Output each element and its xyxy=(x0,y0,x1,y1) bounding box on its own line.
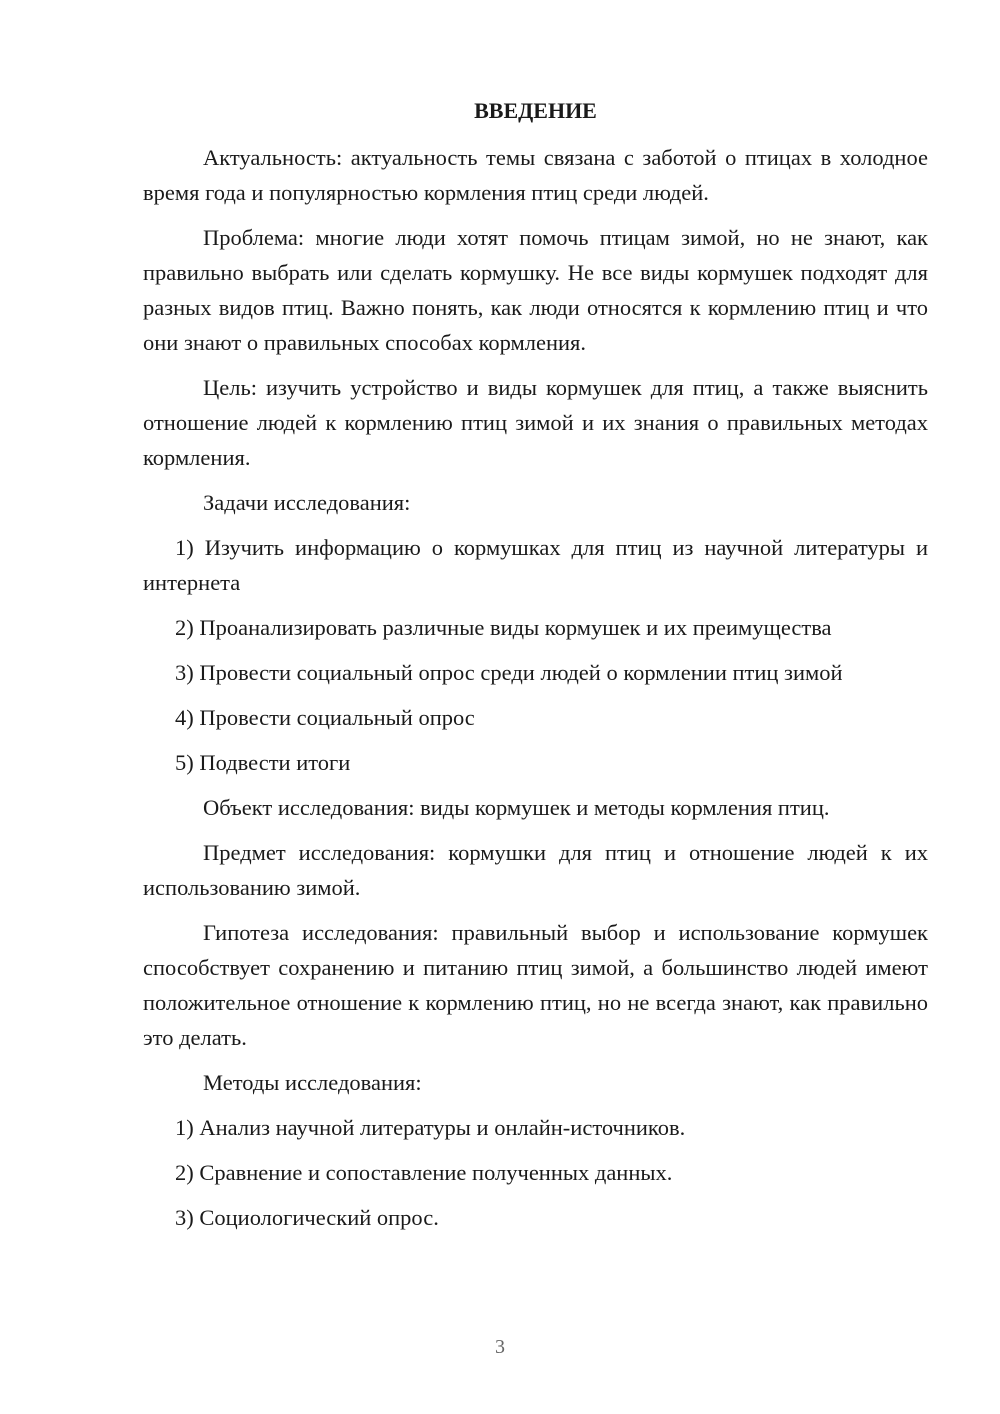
object-paragraph: Объект исследования: виды кормушек и методы кормления птиц. xyxy=(203,795,830,820)
tasks-list xyxy=(143,530,928,780)
method-item: 2) Сравнение и сопоставление полученных данных. xyxy=(175,1160,673,1185)
task-item: 1) Изучить информацию о кормушках для птиц из научной литературы и интернета xyxy=(143,535,928,595)
task-item: 5) Подвести итоги xyxy=(175,750,351,775)
page-number: 3 xyxy=(495,1336,505,1358)
hypothesis-paragraph: Гипотеза исследования: правильный выбор и использование кормушек способствует сохранению и питанию птиц зимой, а большинство людей имеют положительное отношение к кормлению птиц, но не всегда знают, как правильно это делать. xyxy=(143,920,928,1050)
method-item: 3) Социологический опрос. xyxy=(175,1205,439,1230)
page-content xyxy=(143,96,928,1245)
relevance-paragraph: Актуальность: актуальность темы связана с заботой о птицах в холодное время года и популярностью кормления птиц среди людей. xyxy=(143,145,928,205)
goal-paragraph: Цель: изучить устройство и виды кормушек для птиц, а также выяснить отношение людей к кормлению птиц зимой и их знания о правильных методах кормления. xyxy=(143,375,928,470)
task-item: 3) Провести социальный опрос среди людей о кормлении птиц зимой xyxy=(175,660,843,685)
problem-paragraph: Проблема: многие люди хотят помочь птицам зимой, но не знают, как правильно выбрать или сделать кормушку. Не все виды кормушек подходят для разных видов птиц. Важно понять, как люди относятся к кормлению птиц и что они знают о правильных способах кормления. xyxy=(143,225,928,355)
method-item: 1) Анализ научной литературы и онлайн-источников. xyxy=(175,1115,686,1140)
page-title: ВВЕДЕНИЕ xyxy=(474,98,597,123)
methods-heading: Методы исследования: xyxy=(203,1070,422,1095)
tasks-heading: Задачи исследования: xyxy=(203,490,411,515)
methods-list xyxy=(143,1110,928,1235)
subject-paragraph: Предмет исследования: кормушки для птиц и отношение людей к их использованию зимой. xyxy=(143,840,928,900)
task-item: 4) Провести социальный опрос xyxy=(175,705,475,730)
task-item: 2) Проанализировать различные виды кормушек и их преимущества xyxy=(175,615,832,640)
